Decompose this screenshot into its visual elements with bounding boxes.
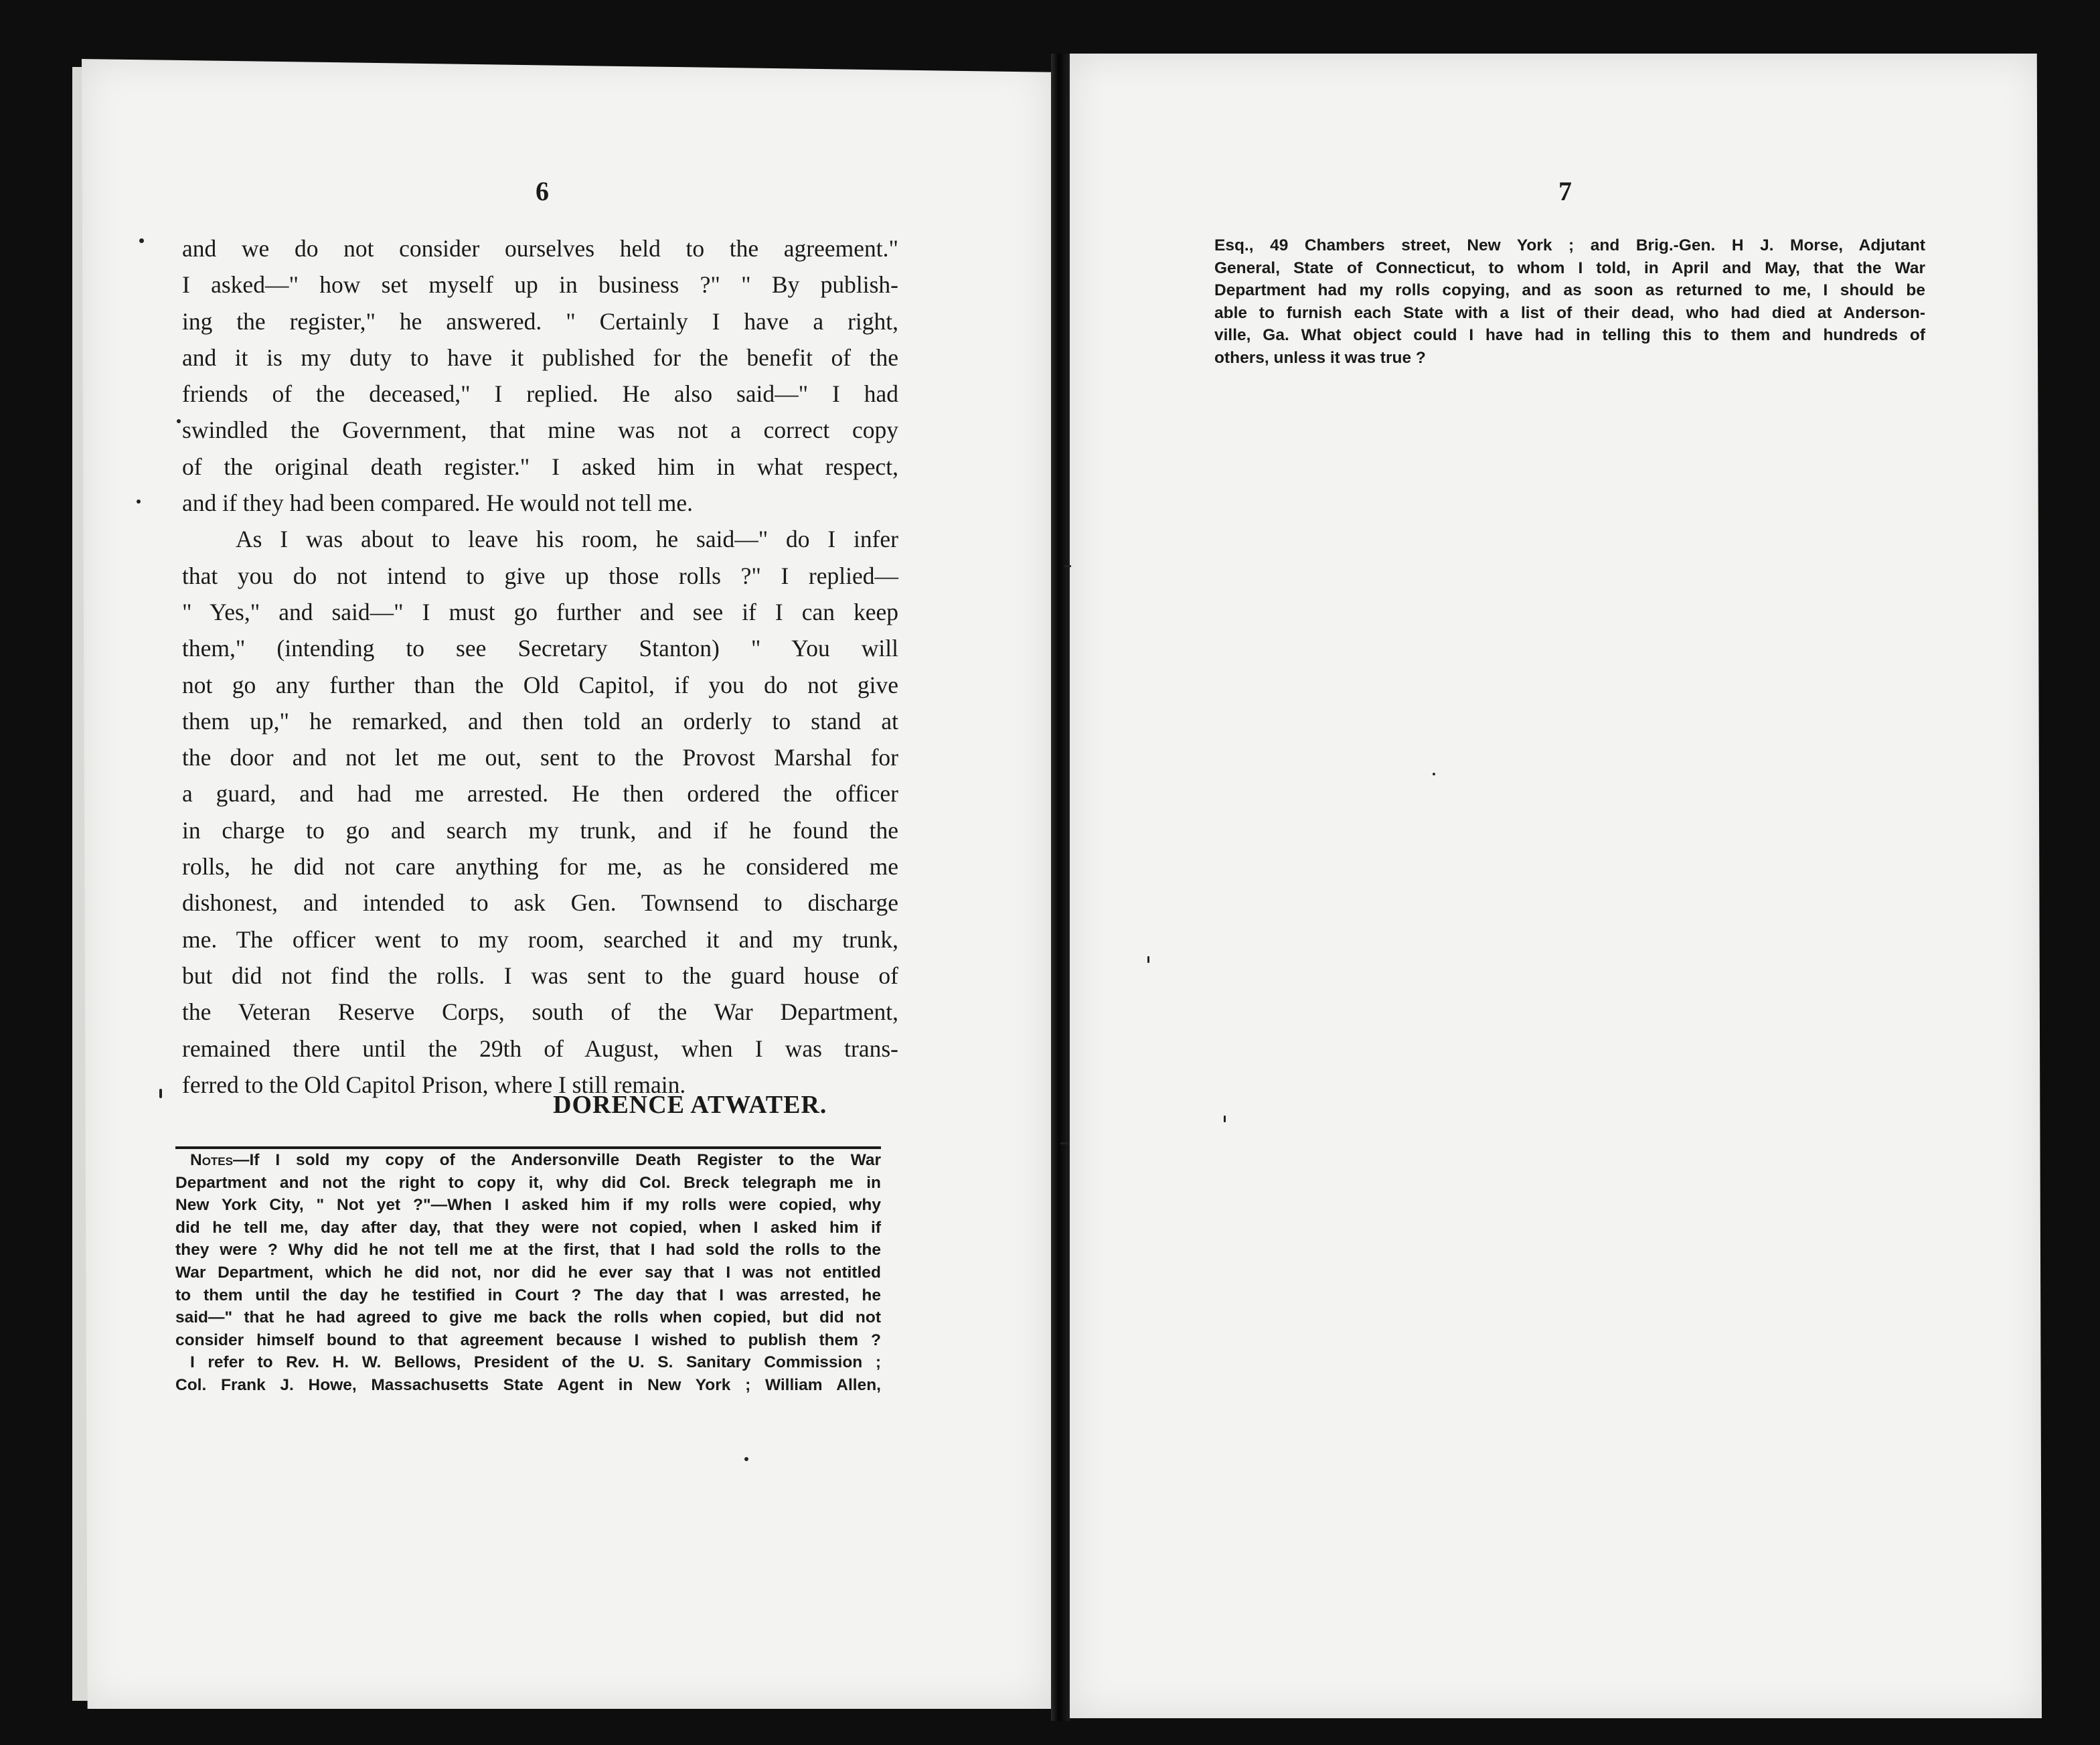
right-line: able to furnish each State with a list of their dead, who had died at Anderson-	[1214, 303, 1925, 322]
body-line: the Veteran Reserve Corps, south of the War Department,	[182, 998, 898, 1026]
scan-speck	[744, 1457, 748, 1461]
scan-speck	[137, 500, 141, 504]
notes-line: War Department, which he did not, nor did he ever say that I was not entitled	[175, 1263, 881, 1282]
book-gutter	[1051, 54, 1070, 1721]
body-line: rolls, he did not care anything for me, as he considered me	[182, 853, 898, 881]
body-line: " Yes," and said—" I must go further and see if I can keep	[182, 598, 898, 625]
notes-line	[175, 1149, 881, 1172]
notes-label: Notes	[190, 1151, 233, 1169]
notes-line: they were ? Why did he not tell me at the first, that I had sold the rolls to the	[175, 1241, 881, 1260]
signature: DORENCE ATWATER.	[553, 1091, 827, 1119]
right-page-text	[1214, 234, 1925, 370]
body-line: dishonest, and intended to ask Gen. Townsend to discharge	[182, 889, 898, 917]
body-line: and we do not consider ourselves held to the agreement."	[182, 235, 898, 262]
notes-line: Department and not the right to copy it, why did Col. Breck telegraph me in	[175, 1173, 881, 1192]
notes-line: to them until the day he testified in Court ? The day that I was arrested, he	[175, 1286, 881, 1304]
body-line: friends of the deceased," I replied. He also said—" I had	[182, 380, 898, 408]
body-line: a guard, and had me arrested. He then ordered the officer	[182, 780, 898, 808]
body-line: and if they had been compared. He would not tell me.	[182, 489, 694, 517]
body-line: me. The officer went to my room, searched it and my trunk,	[182, 925, 898, 953]
scan-speck	[1060, 1142, 1070, 1144]
body-line: them," (intending to see Secretary Stanton) " You will	[182, 635, 898, 662]
right-line: ville, Ga. What object could I have had in telling this to them and hundreds of	[1214, 326, 1925, 345]
body-line: As I was about to leave his room, he said—" do I infer	[236, 526, 898, 553]
body-line: the door and not let me out, sent to the Provost Marshal for	[182, 744, 898, 771]
scan-speck	[1224, 1116, 1226, 1122]
body-line: them up," he remarked, and then told an orderly to stand at	[182, 707, 898, 735]
notes-line: did he tell me, day after day, that they were not copied, when I asked him if	[175, 1218, 881, 1237]
notes-line: said—" that he had agreed to give me back the rolls when copied, but did not	[175, 1308, 881, 1327]
scan-speck	[177, 419, 181, 423]
left-body-text	[182, 230, 898, 1103]
body-line: and it is my duty to have it published for the benefit of the	[182, 344, 898, 371]
body-line: I asked—" how set myself up in business ?" " By publish-	[182, 271, 898, 299]
body-line: but did not find the rolls. I was sent to the guard house of	[182, 962, 898, 989]
body-line: remained there until the 29th of August, when I was trans-	[182, 1035, 898, 1062]
notes-line: I refer to Rev. H. W. Bellows, President of the U. S. Sanitary Commission ;	[190, 1353, 881, 1372]
scan-speck	[1433, 773, 1435, 775]
right-page-number: 7	[1558, 176, 1572, 206]
notes-line: Col. Frank J. Howe, Massachusetts State Agent in New York ; William Allen,	[175, 1375, 881, 1394]
notes-line: consider himself bound to that agreement because I wished to publish them ?	[175, 1331, 881, 1349]
right-line: Esq., 49 Chambers street, New York ; and Brig.-Gen. H J. Morse, Adjutant	[1214, 236, 1925, 254]
scan-speck	[159, 1089, 162, 1098]
body-line: in charge to go and search my trunk, and if he found the	[182, 816, 898, 844]
body-line: of the original death register." I asked him in what respect,	[182, 453, 898, 480]
right-line: Department had my rolls copying, and as soon as returned to me, I should be	[1214, 281, 1925, 300]
scan-speck	[139, 238, 144, 243]
scan-speck	[1147, 956, 1149, 963]
body-line: ing the register," he answered. " Certainly I have a right,	[182, 307, 898, 335]
body-line: that you do not intend to give up those rolls ?" I replied—	[182, 562, 898, 589]
body-line: not go any further than the Old Capitol, if you do not give	[182, 671, 898, 698]
footnotes	[175, 1149, 881, 1397]
left-page-number: 6	[536, 176, 549, 206]
right-line: others, unless it was true ?	[1214, 348, 1426, 367]
right-line: General, State of Connecticut, to whom I told, in April and May, that the War	[1214, 258, 1925, 277]
body-line: ferred to the Old Capitol Prison, where I still remain.	[182, 1071, 686, 1098]
notes-line: New York City, " Not yet ?"—When I asked him if my rolls were copied, why	[175, 1196, 881, 1215]
body-line: swindled the Government, that mine was not a correct copy	[182, 416, 898, 444]
notes-line-text: —If I sold my copy of the Andersonville Death Register to the War	[232, 1151, 881, 1169]
scan-speck	[1064, 565, 1071, 567]
